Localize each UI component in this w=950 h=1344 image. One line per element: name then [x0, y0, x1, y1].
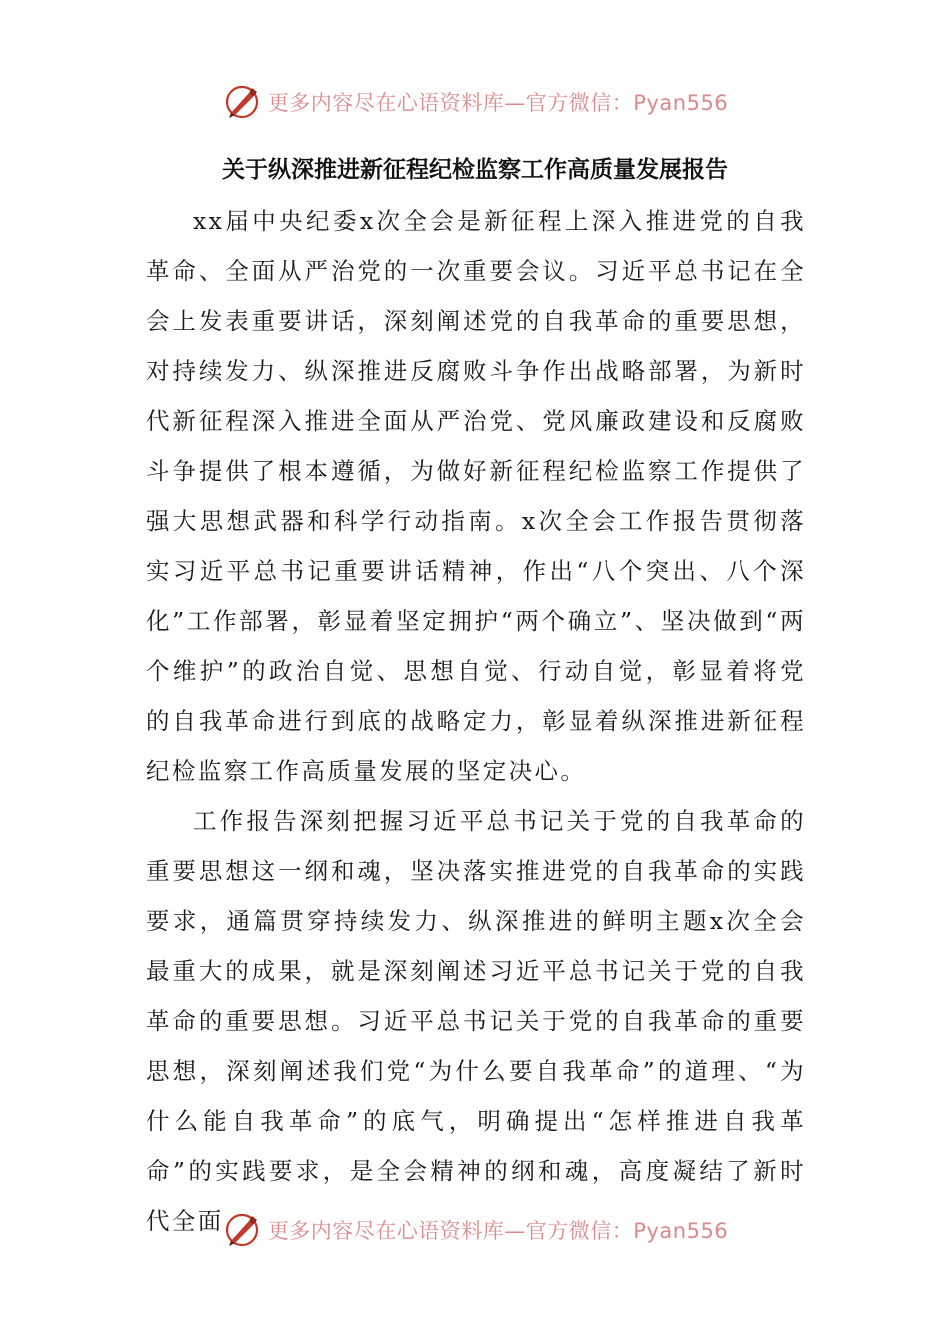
paragraph: xx届中央纪委x次全会是新征程上深入推进党的自我革命、全面从严治党的一次重要会议。习近平总书记在全会上发表重要讲话，深刻阐述党的自我革命的重要思想，对持续发力、纵深推进反腐败斗争作出战略部署，为新时代新征程深入推进全面从严治党、党风廉政建设和反腐败斗争提供了根本遵循，为做好新征程纪检监察工作提供了强大思想武器和科学行动指南。x次全会工作报告贯彻落实习近平总书记重要讲话精神，作出“八个突出、八个深化”工作部署，彰显着坚定拥护“两个确立”、坚决做到“两个维护”的政治自觉、思想自觉、行动自觉，彰显着将党的自我革命进行到底的战略定力，彰显着纵深推进新征程纪检监察工作高质量发展的坚定决心。 [146, 207, 806, 785]
page-title: 关于纵深推进新征程纪检监察工作高质量发展报告 [222, 157, 728, 183]
pen-logo-icon [222, 1210, 262, 1250]
pen-logo-icon [222, 82, 262, 122]
paragraph: 工作报告深刻把握习近平总书记关于党的自我革命的重要思想这一纲和魂，坚决落实推进党的自我革命的实践要求，通篇贯穿持续发力、纵深推进的鲜明主题x次全会最重大的成果，就是深刻阐述习近平总书记关于党的自我革命的重要思想。习近平总书记关于党的自我革命的重要思想，深刻阐述我们党“为什么要自我革命”的道理、“为什么能自我革命”的底气，明确提出“怎样推进自我革命”的实践要求，是全会精神的纲和魂，高度凝结了新时代全面 [146, 807, 806, 1235]
document-body [146, 196, 806, 1246]
watermark-text: 更多内容尽在心语资料库—官方微信：Pyan556 [267, 91, 729, 115]
footer-watermark [0, 1206, 950, 1254]
header-watermark [0, 78, 950, 126]
watermark-text: 更多内容尽在心语资料库—官方微信：Pyan556 [267, 1219, 729, 1243]
